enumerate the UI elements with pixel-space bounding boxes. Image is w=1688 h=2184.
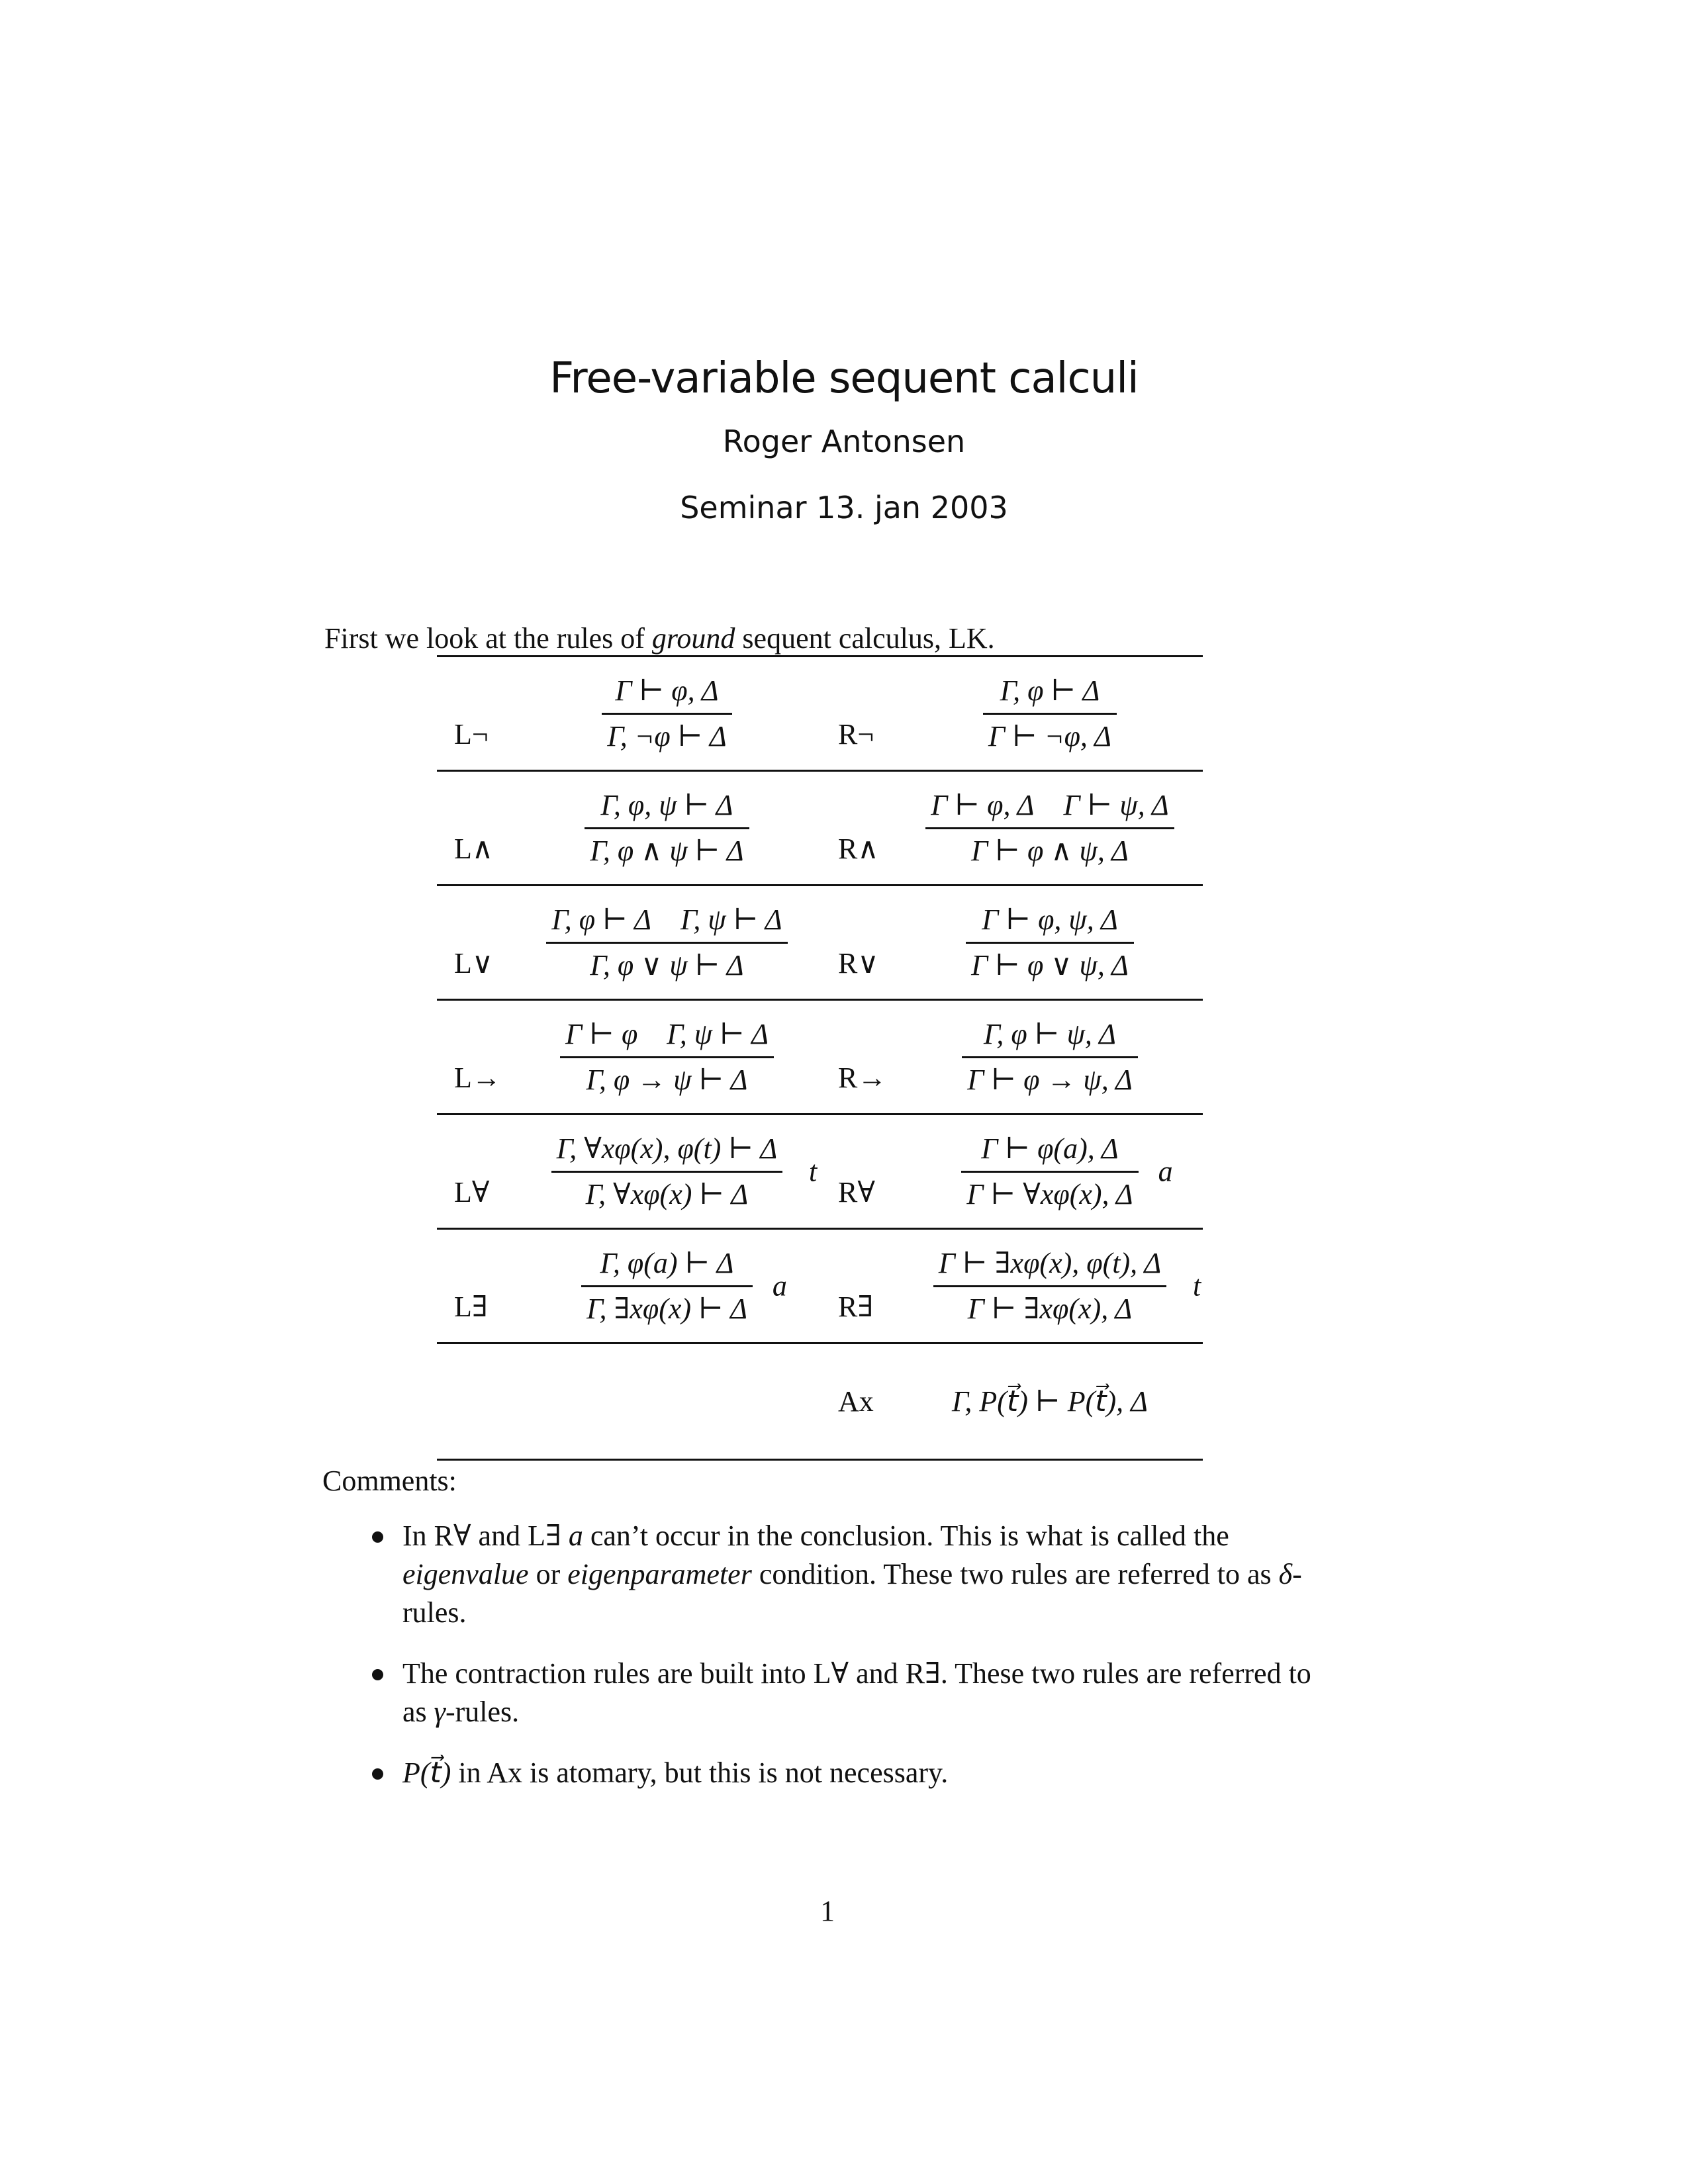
- rule-cell: [513, 772, 821, 884]
- label-cell: [437, 1230, 513, 1342]
- rule-label: Ax: [838, 1385, 874, 1418]
- label-cell: [821, 886, 897, 999]
- intro-paragraph: [324, 619, 1337, 658]
- fraction-bar: [546, 942, 787, 944]
- rule-conclusion: Γ ⊢ φ ∧ ψ, Δ: [971, 834, 1129, 867]
- rule-row-negation: [437, 655, 1203, 770]
- fraction-bar: [925, 827, 1174, 829]
- rule-conclusion: Γ, φ ∨ ψ ⊢ Δ: [590, 948, 744, 981]
- label-cell: [821, 772, 897, 884]
- inference-fraction: [585, 787, 749, 870]
- text-segment: -rules.: [402, 1558, 1302, 1629]
- rule-conclusion: Γ ⊢ φ ∨ ψ, Δ: [971, 948, 1129, 981]
- rule-row-conjunction: [437, 770, 1203, 884]
- comments-heading: Comments:: [322, 1465, 457, 1497]
- text-segment: or: [528, 1558, 568, 1590]
- bullet-icon: [372, 1754, 402, 1792]
- rule-conclusion: Γ ⊢ ∀xφ(x), Δ: [966, 1177, 1133, 1210]
- rule-premise: Γ, ∀xφ(x), φ(t) ⊢ Δ: [556, 1132, 778, 1165]
- rule-cell: [897, 1344, 1203, 1459]
- fraction-bar: [983, 713, 1117, 715]
- emphasized-text: P(t⃗): [402, 1756, 451, 1789]
- rule-label: L∨: [454, 946, 494, 979]
- label-cell: [821, 1344, 897, 1459]
- fraction-bar: [962, 1056, 1138, 1058]
- page-title: Free-variable sequent calculi: [549, 353, 1139, 403]
- list-item: [372, 1754, 1338, 1792]
- label-cell: [821, 1115, 897, 1228]
- intro-emphasis: ground: [651, 622, 735, 655]
- emphasized-text: a: [568, 1520, 583, 1552]
- rule-cell: [897, 1115, 1203, 1228]
- fraction-bar: [602, 713, 731, 715]
- rule-conclusion: Γ, ¬φ ⊢ Δ: [607, 719, 727, 752]
- rule-premise: Γ, φ ⊢ Δ Γ, ψ ⊢ Δ: [551, 903, 782, 936]
- label-cell: [437, 1115, 513, 1228]
- fraction-bar: [585, 827, 749, 829]
- rule-label: L∧: [454, 832, 494, 865]
- bullet-text: [402, 1517, 1329, 1632]
- bullet-icon: [372, 1655, 402, 1731]
- rule-label: R∧: [838, 832, 879, 865]
- inference-fraction: [983, 672, 1117, 755]
- inference-fraction: [560, 1016, 774, 1099]
- rule-label: R∀: [838, 1175, 875, 1208]
- inference-fraction: [961, 1130, 1173, 1213]
- label-cell: [437, 657, 513, 770]
- fraction-bar: [551, 1171, 782, 1173]
- label-cell: [437, 886, 513, 999]
- rule-row-existential: [437, 1228, 1203, 1342]
- text-segment: can’t occur in the conclusion. This is what is called the: [583, 1520, 1229, 1552]
- inference-fraction: [966, 901, 1134, 984]
- rule-row-implication: [437, 999, 1203, 1113]
- page-number: 1: [820, 1895, 835, 1927]
- side-variable: t: [1192, 1269, 1201, 1302]
- rule-premise: Γ ⊢ φ, Δ: [615, 674, 719, 707]
- rule-cell: [513, 1115, 821, 1228]
- text-segment: The contraction rules are built into L∀ and R∃. These two rules are referred to as: [402, 1657, 1311, 1728]
- emphasized-text: γ: [434, 1696, 445, 1728]
- rule-label: R∨: [838, 946, 879, 979]
- rule-premise: Γ, φ(a) ⊢ Δ: [600, 1246, 734, 1279]
- rule-cell: [513, 657, 821, 770]
- rule-cell: [513, 1001, 821, 1113]
- rule-cell: [513, 886, 821, 999]
- label-cell: [821, 1230, 897, 1342]
- side-variable: a: [772, 1269, 787, 1302]
- inference-fraction: [581, 1245, 787, 1328]
- rule-conclusion: Γ, ∃xφ(x) ⊢ Δ: [586, 1292, 747, 1325]
- author: Roger Antonsen: [722, 424, 966, 459]
- fraction-bar: [581, 1285, 753, 1287]
- emphasized-text: eigenvalue: [402, 1558, 529, 1590]
- rule-premise: Γ ⊢ ∃xφ(x), φ(t), Δ: [938, 1246, 1162, 1279]
- inference-fraction: [551, 1130, 818, 1213]
- label-cell: [821, 1001, 897, 1113]
- list-item: [372, 1655, 1338, 1731]
- rule-row-disjunction: [437, 884, 1203, 999]
- rule-row-universal: [437, 1113, 1203, 1228]
- inference-fraction: [602, 672, 731, 755]
- emphasized-text: δ: [1278, 1558, 1293, 1590]
- intro-text: First we look at the rules of: [324, 622, 652, 655]
- rule-premise: Γ ⊢ φ Γ, ψ ⊢ Δ: [565, 1017, 769, 1050]
- rule-conclusion: Γ, φ → ψ ⊢ Δ: [586, 1063, 748, 1096]
- rule-conclusion: Γ, φ ∧ ψ ⊢ Δ: [590, 834, 744, 867]
- text-segment: in Ax is atomary, but this is not necessary.: [451, 1756, 949, 1789]
- bullet-icon: [372, 1517, 402, 1632]
- rule-cell: [513, 1344, 821, 1459]
- emphasized-text: eigenparameter: [567, 1558, 752, 1590]
- rule-label: R¬: [838, 717, 874, 751]
- rule-label: R→: [838, 1061, 887, 1094]
- rule-label: R∃: [838, 1290, 874, 1323]
- rule-cell: [897, 1001, 1203, 1113]
- fraction-bar: [961, 1171, 1138, 1173]
- label-cell: [437, 1001, 513, 1113]
- label-cell: [437, 1344, 513, 1459]
- rule-premise: Γ, φ ⊢ Δ: [1000, 674, 1100, 707]
- axiom-sequent: Γ, P(t⃗) ⊢ P(t⃗), Δ: [952, 1385, 1148, 1418]
- rule-premise: Γ, φ, ψ ⊢ Δ: [600, 788, 733, 821]
- text-segment: -rules.: [445, 1696, 520, 1728]
- rule-label: L→: [454, 1061, 501, 1094]
- fraction-bar: [560, 1056, 774, 1058]
- fraction-bar: [966, 942, 1134, 944]
- rule-cell: [897, 1230, 1203, 1342]
- rule-label: L¬: [454, 717, 489, 751]
- label-cell: [437, 772, 513, 884]
- side-variable: t: [808, 1155, 818, 1188]
- side-variable: a: [1158, 1155, 1173, 1188]
- rule-row-axiom: [437, 1342, 1203, 1459]
- bullet-text: [402, 1754, 948, 1792]
- rule-cell: [513, 1230, 821, 1342]
- rule-cell: [897, 657, 1203, 770]
- date: Seminar 13. jan 2003: [680, 490, 1008, 525]
- inference-fraction: [962, 1016, 1138, 1099]
- inference-fraction: [933, 1245, 1201, 1328]
- inference-fraction: [925, 787, 1174, 870]
- rule-premise: Γ ⊢ φ, Δ Γ ⊢ ψ, Δ: [931, 788, 1169, 821]
- rule-conclusion: Γ ⊢ ¬φ, Δ: [988, 719, 1111, 752]
- rule-cell: [897, 886, 1203, 999]
- fraction-bar: [933, 1285, 1166, 1287]
- text-segment: condition. These two rules are referred to as: [751, 1558, 1279, 1590]
- rule-label: L∃: [454, 1290, 488, 1323]
- list-item: [372, 1517, 1338, 1632]
- label-cell: [821, 657, 897, 770]
- text-segment: In R∀ and L∃: [402, 1520, 569, 1552]
- rule-cell: [897, 772, 1203, 884]
- rule-label: L∀: [454, 1175, 490, 1208]
- rule-premise: Γ, φ ⊢ ψ, Δ: [984, 1017, 1116, 1050]
- rule-premise: Γ ⊢ φ, ψ, Δ: [982, 903, 1118, 936]
- rule-conclusion: Γ ⊢ φ → ψ, Δ: [967, 1063, 1133, 1096]
- rule-premise: Γ ⊢ φ(a), Δ: [981, 1132, 1119, 1165]
- comments-list: [372, 1517, 1338, 1815]
- intro-text-end: sequent calculus, LK.: [735, 622, 995, 655]
- rule-conclusion: Γ ⊢ ∃xφ(x), Δ: [967, 1292, 1133, 1325]
- bullet-text: [402, 1655, 1329, 1731]
- rule-conclusion: Γ, ∀xφ(x) ⊢ Δ: [585, 1177, 749, 1210]
- inference-fraction: [546, 901, 787, 984]
- sequent-rules-table: [437, 655, 1203, 1461]
